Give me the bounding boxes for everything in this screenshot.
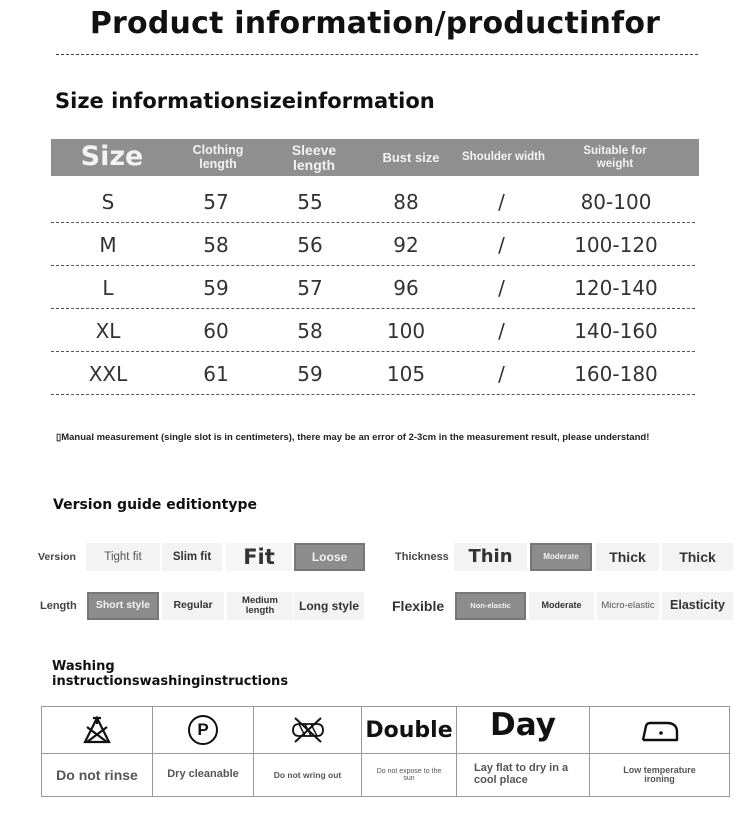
cell-size: M <box>99 232 117 257</box>
length-option-regular: Regular <box>162 592 224 620</box>
size-table-row <box>51 266 695 309</box>
cell-bust-size: 92 <box>393 232 419 257</box>
title-divider <box>56 54 698 55</box>
header-size: Size <box>80 141 144 173</box>
size-table-row <box>51 309 695 352</box>
no-wring-icon <box>254 707 361 753</box>
version-option-tight-fit: Tight fit <box>86 543 160 571</box>
cell-size: XL <box>95 318 121 343</box>
cell-sleeve-length: 55 <box>297 189 323 214</box>
cell-weight: 100-120 <box>574 232 658 257</box>
washing-table <box>41 706 730 797</box>
page-title: Product information/productinfor <box>89 6 661 41</box>
header-shoulder-width: Shoulder width <box>461 151 546 164</box>
flexible-option-micro-elastic: Micro-elastic <box>597 592 659 620</box>
header-suitable-weight: Suitable for weight <box>583 145 647 170</box>
iron-icon <box>590 707 729 753</box>
iron-label: Low temperature ironing <box>623 764 696 784</box>
lay-flat-label: Lay flat to dry in a cool place <box>474 762 569 786</box>
cell-bust-size: 88 <box>393 189 419 214</box>
version-label: Version <box>38 551 76 563</box>
thickness-option-thin: Thin <box>454 543 527 571</box>
version-option-slim-fit: Slim fit <box>162 543 222 571</box>
no-rinse-label: Do not rinse <box>56 766 138 783</box>
size-table-row <box>51 223 695 266</box>
cell-clothing-length: 60 <box>203 318 229 343</box>
size-section-heading: Size informationsizeinformation <box>55 89 435 113</box>
thickness-option-moderate-selected: Moderate <box>530 543 592 571</box>
washing-item-dry-clean <box>153 707 254 796</box>
washing-item-no-sun <box>362 707 457 796</box>
no-sun-label: Do not expose to the sun <box>376 767 442 782</box>
version-option-fit: Fit <box>226 543 292 571</box>
cell-bust-size: 105 <box>386 361 426 386</box>
double-text: Double <box>365 717 453 743</box>
header-clothing-length: Clothing length <box>192 143 244 171</box>
washing-item-iron <box>590 707 729 796</box>
dry-clean-label: Dry cleanable <box>167 768 239 781</box>
cell-clothing-length: 59 <box>203 275 229 300</box>
version-section-heading: Version guide editiontype <box>53 497 257 513</box>
day-text: Day <box>490 707 556 743</box>
measurement-note: ▯Manual measurement (single slot is in centimeters), there may be an error of 2-3cm in the measurement result, please understand! <box>56 432 650 443</box>
cell-size: XXL <box>88 361 128 386</box>
flexible-option-moderate: Moderate <box>529 592 594 620</box>
cell-shoulder-width: / <box>498 275 505 300</box>
cell-shoulder-width: / <box>498 361 505 386</box>
cell-clothing-length: 58 <box>203 232 229 257</box>
cell-shoulder-width: / <box>498 189 505 214</box>
cell-clothing-length: 61 <box>203 361 229 386</box>
cell-bust-size: 96 <box>393 275 419 300</box>
cell-size: S <box>101 189 115 214</box>
cell-shoulder-width: / <box>498 232 505 257</box>
no-wring-label: Do not wring out <box>273 769 342 780</box>
dry-clean-icon: P <box>153 707 253 753</box>
cell-clothing-length: 57 <box>203 189 229 214</box>
length-option-medium-length: Medium length <box>227 592 293 620</box>
flexible-option-elasticity: Elasticity <box>662 592 733 620</box>
size-table-row <box>51 352 695 395</box>
washing-item-no-rinse <box>42 707 153 796</box>
cell-bust-size: 100 <box>386 318 426 343</box>
cell-weight: 80-100 <box>580 189 652 214</box>
cell-weight: 160-180 <box>574 361 658 386</box>
header-bust-size: Bust size <box>382 149 440 165</box>
cell-sleeve-length: 58 <box>297 318 323 343</box>
header-sleeve-length: Sleeve length <box>291 141 337 173</box>
cell-sleeve-length: 57 <box>297 275 323 300</box>
length-option-short-style-selected: Short style <box>87 592 159 620</box>
thickness-option-thick: Thick <box>596 543 659 571</box>
flexible-label: Flexible <box>392 598 445 614</box>
cell-size: L <box>102 275 114 300</box>
cell-sleeve-length: 59 <box>297 361 323 386</box>
flexible-option-non-elastic-selected: Non-elastic <box>455 592 526 620</box>
size-table-row <box>51 180 695 223</box>
washing-item-no-wring <box>254 707 362 796</box>
size-table-header <box>51 139 699 176</box>
washing-item-lay-flat <box>457 707 590 796</box>
length-option-long-style: Long style <box>294 592 364 620</box>
thickness-option-thick-2: Thick <box>662 543 733 571</box>
thickness-label: Thickness <box>395 551 449 563</box>
cell-sleeve-length: 56 <box>297 232 323 257</box>
washing-section-heading: Washing instructionswashinginstructions <box>52 659 289 689</box>
length-label: Length <box>40 600 77 612</box>
no-rinse-icon <box>42 707 152 753</box>
cell-weight: 140-160 <box>574 318 658 343</box>
cell-shoulder-width: / <box>498 318 505 343</box>
version-option-loose-selected: Loose <box>294 543 365 571</box>
cell-weight: 120-140 <box>574 275 658 300</box>
